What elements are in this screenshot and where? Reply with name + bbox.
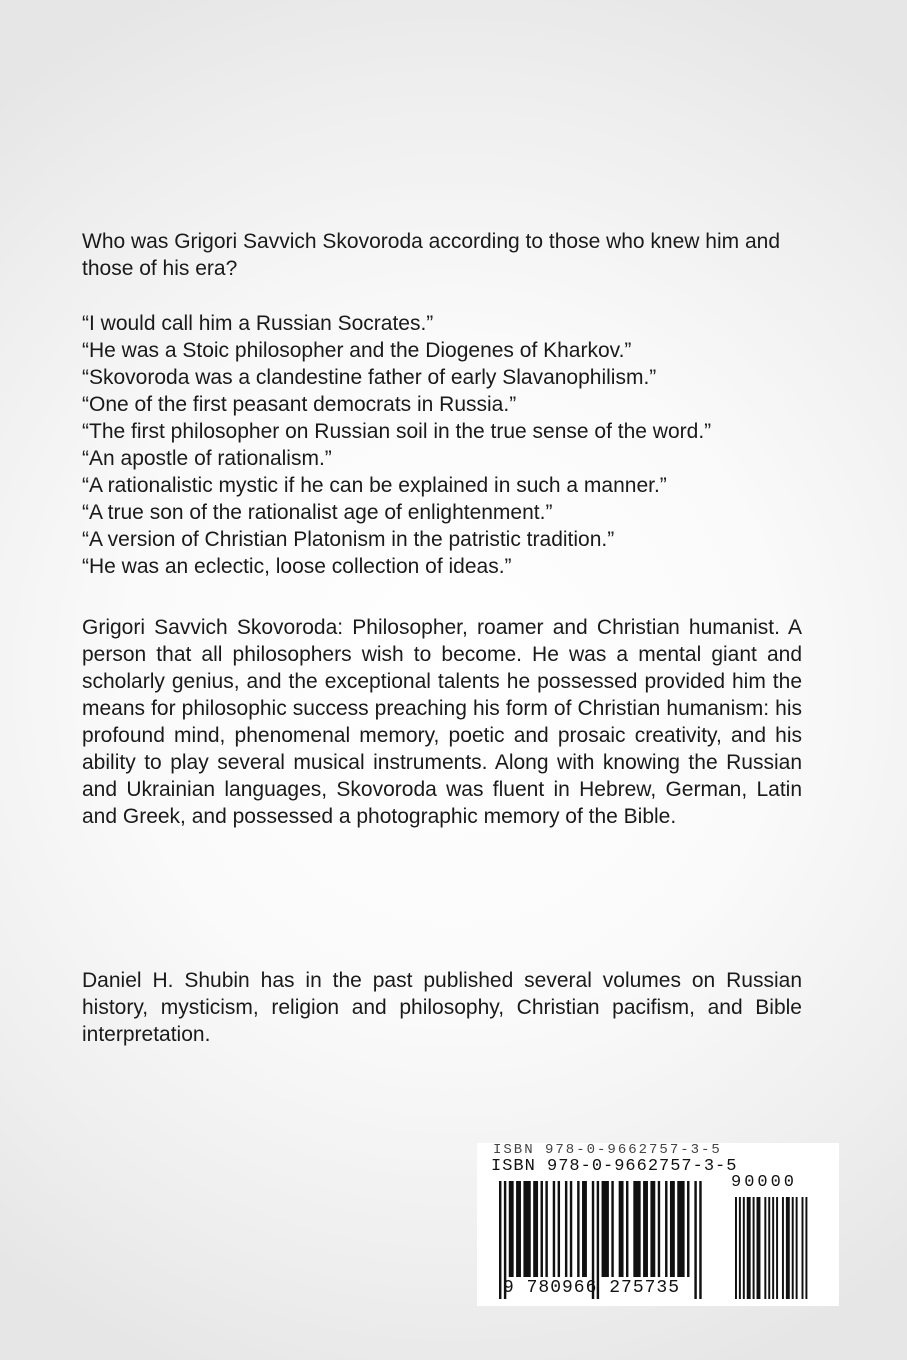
bio-paragraph: Grigori Savvich Skovoroda: Philosopher, roamer and Christian humanist. A person that all philosophers wish to become. He was a mental giant and scholarly genius, and the exceptional talents he possessed provided him the means for philosophic success preaching his form of Christian humanism: his profound mind, phenomenal memory, poetic and prosaic creativity, and his ability to play several musical instruments. Along with knowing the Russian and Ukrainian languages, Skovoroda was fluent in Hebrew, German, Latin and Greek, and possessed a photographic memory of the Bible. [82, 616, 802, 828]
barcode-bar [782, 1197, 784, 1299]
barcode-bar [768, 1197, 770, 1299]
barcode-bar [650, 1181, 655, 1277]
intro-question: Who was Grigori Savvich Skovoroda according to those who knew him and those of his era? [82, 230, 781, 280]
isbn-label: ISBN 978-0-9662757-3-5 [491, 1157, 738, 1176]
barcode-bar [802, 1197, 804, 1299]
quote-line: “A rationalistic mystic if he can be explained in such a manner.” [82, 474, 667, 497]
barcode-bar [677, 1181, 684, 1277]
quote-line: “Skovoroda was a clandestine father of early Slavanophilism.” [82, 366, 657, 389]
barcode-bar [533, 1181, 538, 1277]
author-note: Daniel H. Shubin has in the past published several volumes on Russian history, mysticism, religion and philosophy, Christian pacifism, and Bible interpretation. [82, 969, 802, 1046]
isbn-barcode [477, 1143, 839, 1306]
barcode-bar [516, 1181, 521, 1277]
barcode-bar [582, 1181, 587, 1277]
ean-digits: 9 780966 275735 [503, 1278, 681, 1298]
addon-barcode-bars [735, 1197, 825, 1299]
barcode-bar [553, 1181, 555, 1277]
barcode-bar [509, 1181, 514, 1277]
barcode-bar [796, 1197, 798, 1299]
quote-line: “He was a Stoic philosopher and the Diogenes of Kharkov.” [82, 339, 632, 362]
barcode-bar [757, 1197, 761, 1299]
barcode-bar [499, 1181, 501, 1299]
barcode-bar [658, 1181, 660, 1277]
quote-line: “An apostle of rationalism.” [82, 447, 332, 470]
barcode-bar [805, 1197, 807, 1299]
quote-line: “I would call him a Russian Socrates.” [82, 312, 434, 335]
barcode-bar [577, 1181, 579, 1277]
isbn-top-faint-text: ISBN 978-0-9662757-3-5 [493, 1142, 722, 1158]
barcode-bar [570, 1181, 572, 1277]
barcode-bar [687, 1181, 689, 1277]
quote-line: “He was an eclectic, loose collection of ideas.” [82, 555, 512, 578]
barcode-bar [565, 1181, 567, 1277]
barcode-bar [626, 1181, 628, 1277]
barcode-bar [743, 1197, 745, 1299]
quote-line: “A version of Christian Platonism in the patristic tradition.” [82, 528, 615, 551]
quote-line: “A true son of the rationalist age of enlightenment.” [82, 501, 553, 524]
barcode-bar [735, 1197, 737, 1299]
barcode-bar [611, 1181, 613, 1277]
barcode-bar [619, 1181, 624, 1277]
barcode-bar [786, 1197, 790, 1299]
quotes-list [82, 310, 802, 580]
barcode-bar [670, 1181, 675, 1277]
barcode-bar [776, 1197, 778, 1299]
barcode-bar [739, 1197, 741, 1299]
barcode-bar [643, 1181, 648, 1277]
barcode-bar [523, 1181, 530, 1277]
barcode-bar [792, 1197, 794, 1299]
barcode-bar [747, 1197, 751, 1299]
barcode-bar [764, 1197, 766, 1299]
barcode-bar [665, 1181, 667, 1277]
quote-line: “The first philosopher on Russian soil in the true sense of the word.” [82, 420, 712, 443]
price-code: 90000 [731, 1173, 798, 1192]
quote-line: “One of the first peasant democrats in Russia.” [82, 393, 517, 416]
barcode-bar [558, 1181, 560, 1277]
barcode-bar [772, 1197, 774, 1299]
barcode-bar [753, 1197, 755, 1299]
barcode-bar [694, 1181, 696, 1299]
barcode-bar [545, 1181, 547, 1277]
barcode-bar [699, 1181, 701, 1299]
barcode-bar [602, 1181, 609, 1277]
barcode-bar [541, 1181, 543, 1277]
barcode-bar [633, 1181, 640, 1277]
